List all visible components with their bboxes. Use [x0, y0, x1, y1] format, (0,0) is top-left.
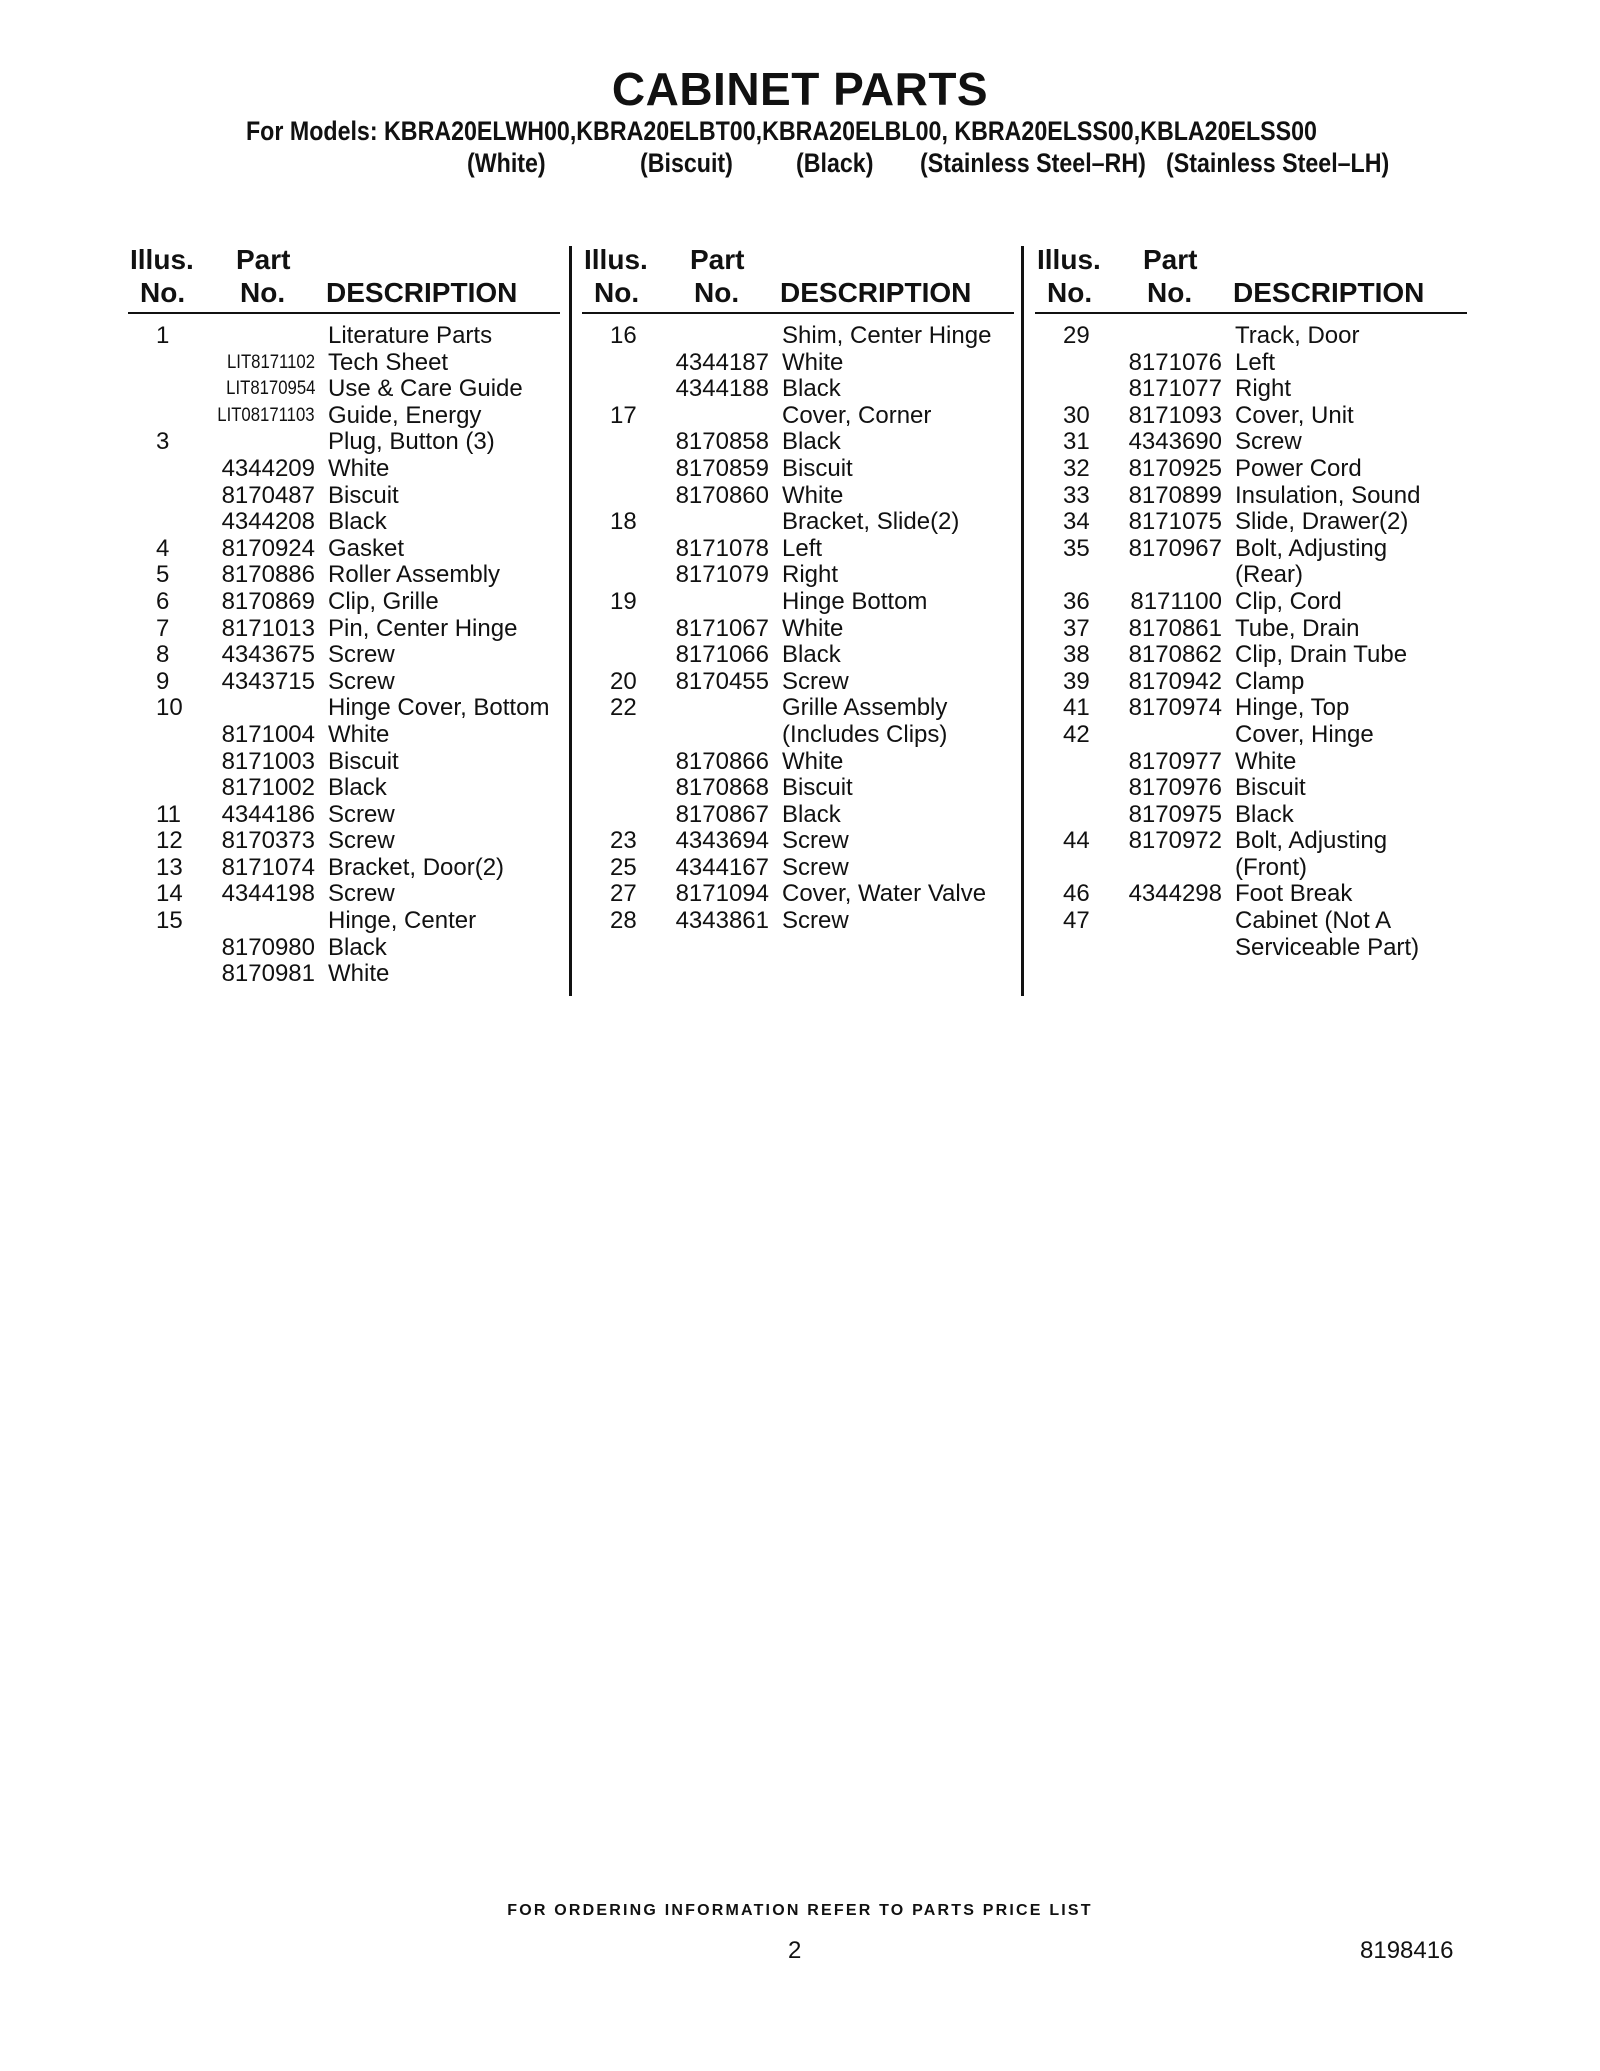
part-number: 8171074	[221, 853, 315, 881]
part-description: Screw	[1235, 428, 1302, 456]
parts-row	[1035, 749, 1467, 776]
part-description: Biscuit	[782, 454, 853, 482]
parts-row	[582, 456, 1014, 483]
part-description: Screw	[328, 827, 395, 855]
part-number: 8171067	[675, 614, 769, 642]
part-number: 8170972	[1128, 827, 1222, 855]
parts-row	[582, 589, 1014, 616]
parts-row	[1035, 802, 1467, 829]
part-number: 8170866	[675, 747, 769, 775]
part-number: LIT08171103	[217, 404, 315, 426]
part-description: White	[782, 348, 844, 376]
parts-column	[128, 244, 560, 988]
illus-number: 25	[610, 853, 637, 881]
parts-row	[1035, 483, 1467, 510]
parts-row	[1035, 350, 1467, 377]
parts-row	[128, 775, 560, 802]
part-number: 8170924	[221, 534, 315, 562]
part-description: Right	[782, 561, 839, 589]
parts-row	[582, 695, 1014, 722]
illus-number: 37	[1063, 614, 1090, 642]
part-description: Screw	[782, 907, 849, 935]
part-number: 8171002	[221, 774, 315, 802]
header-illus-no: No.	[594, 277, 640, 308]
parts-row	[128, 828, 560, 855]
part-description: White	[328, 454, 390, 482]
part-number: 4344198	[221, 880, 315, 908]
parts-row	[128, 429, 560, 456]
part-description: White	[328, 720, 390, 748]
parts-row	[582, 536, 1014, 563]
part-number: 4343715	[221, 667, 315, 695]
part-description: Foot Break	[1235, 880, 1353, 908]
part-description: Left	[1235, 348, 1276, 376]
illus-number: 42	[1063, 720, 1090, 748]
parts-list	[1035, 314, 1467, 961]
part-number: 8170975	[1128, 800, 1222, 828]
part-description: Shim, Center Hinge	[782, 322, 992, 349]
part-description: (Includes Clips)	[782, 720, 948, 748]
part-number: 4344209	[221, 454, 315, 482]
column-header	[128, 244, 560, 314]
illus-number: 22	[610, 694, 637, 722]
parts-row	[582, 828, 1014, 855]
illus-number: 23	[610, 827, 637, 855]
parts-row	[582, 509, 1014, 536]
part-description: White	[328, 960, 390, 988]
part-description: Cover, Hinge	[1235, 720, 1374, 748]
illus-number: 28	[610, 907, 637, 935]
part-number: 8170967	[1128, 534, 1222, 562]
part-description: Cover, Unit	[1235, 401, 1354, 429]
parts-row	[128, 908, 560, 935]
illus-number: 19	[610, 587, 637, 615]
parts-row	[582, 855, 1014, 882]
part-number: LIT8170954	[225, 378, 315, 400]
part-number: LIT8171102	[226, 351, 315, 373]
illus-number: 27	[610, 880, 637, 908]
parts-row	[582, 775, 1014, 802]
part-description: Black	[328, 774, 387, 802]
part-number: 4343861	[675, 907, 769, 935]
part-number: 8171075	[1128, 508, 1222, 536]
parts-row	[1035, 722, 1467, 749]
part-description: Use & Care Guide	[328, 375, 523, 403]
part-description: White	[782, 614, 844, 642]
model-color: (Biscuit)	[640, 148, 733, 178]
part-number: 8171004	[221, 720, 315, 748]
illus-number: 3	[156, 428, 170, 456]
header-illus: Illus.	[1037, 244, 1101, 275]
header-illus: Illus.	[584, 244, 648, 275]
parts-row	[1035, 828, 1467, 855]
part-number: 8171100	[1130, 587, 1222, 615]
parts-row	[1035, 403, 1467, 430]
parts-row	[1035, 456, 1467, 483]
parts-row	[582, 908, 1014, 935]
illus-number: 31	[1063, 428, 1090, 456]
parts-row	[1035, 536, 1467, 563]
parts-row	[128, 855, 560, 882]
illus-number: 16	[610, 322, 637, 349]
parts-row	[128, 961, 560, 988]
part-description: Black	[328, 933, 387, 961]
parts-row	[582, 483, 1014, 510]
header-description: DESCRIPTION	[780, 277, 972, 308]
parts-row	[1035, 935, 1467, 962]
part-description: (Front)	[1235, 853, 1307, 881]
part-number: 8171079	[675, 561, 769, 589]
part-number: 8170858	[675, 428, 769, 456]
parts-list	[582, 314, 1014, 935]
part-number: 8170487	[221, 481, 315, 509]
header-part: Part	[690, 244, 745, 275]
parts-row	[128, 562, 560, 589]
parts-row	[1035, 616, 1467, 643]
part-description: Screw	[782, 853, 849, 881]
part-number: 8171094	[675, 880, 769, 908]
parts-row	[582, 323, 1014, 350]
parts-row	[582, 350, 1014, 377]
illus-number: 33	[1063, 481, 1090, 509]
part-number: 8171093	[1128, 401, 1222, 429]
part-description: Biscuit	[1235, 774, 1306, 802]
part-number: 4344167	[675, 853, 769, 881]
part-description: Black	[782, 428, 841, 456]
column-divider	[1021, 246, 1024, 996]
parts-row	[582, 403, 1014, 430]
parts-row	[1035, 562, 1467, 589]
page-title: CABINET PARTS	[611, 63, 989, 115]
part-description: Clip, Cord	[1235, 587, 1342, 615]
illus-number: 34	[1063, 508, 1090, 536]
model-color: (White)	[467, 148, 546, 178]
parts-row	[128, 376, 560, 403]
illus-number: 4	[156, 534, 170, 562]
part-description: Hinge, Top	[1235, 694, 1350, 722]
parts-row	[582, 749, 1014, 776]
part-description: White	[782, 747, 844, 775]
part-description: Tech Sheet	[328, 348, 449, 376]
parts-row	[582, 669, 1014, 696]
part-description: Screw	[328, 880, 395, 908]
part-description: (Rear)	[1235, 561, 1304, 589]
column-header	[582, 244, 1014, 314]
part-number: 8170974	[1128, 694, 1222, 722]
parts-row	[1035, 695, 1467, 722]
parts-row	[128, 509, 560, 536]
part-number: 8170867	[675, 800, 769, 828]
part-description: Black	[1235, 800, 1294, 828]
column-divider	[569, 246, 572, 996]
part-description: Tube, Drain	[1235, 614, 1360, 642]
parts-row	[1035, 855, 1467, 882]
part-number: 8170942	[1128, 667, 1222, 695]
illus-number: 44	[1063, 827, 1090, 855]
header-description: DESCRIPTION	[326, 277, 518, 308]
part-description: Cover, Water Valve	[782, 880, 987, 908]
part-description: Hinge Cover, Bottom	[328, 694, 550, 722]
part-description: Roller Assembly	[328, 561, 501, 589]
part-number: 8170976	[1128, 774, 1222, 802]
parts-row	[128, 589, 560, 616]
parts-row	[128, 403, 560, 430]
illus-number: 35	[1063, 534, 1090, 562]
model-color: (Stainless Steel–RH)	[920, 148, 1146, 178]
part-number: 8170861	[1128, 614, 1222, 642]
document-number: 8198416	[1360, 1937, 1454, 1964]
illus-number: 5	[156, 561, 170, 589]
header-illus-no: No.	[140, 277, 186, 308]
part-description: Clip, Drain Tube	[1235, 641, 1408, 669]
part-description: Black	[782, 641, 841, 669]
parts-row	[128, 350, 560, 377]
illus-number: 18	[610, 508, 637, 536]
header-part-no: No.	[240, 277, 286, 308]
header-description: DESCRIPTION	[1233, 277, 1425, 308]
part-number: 8170980	[221, 933, 315, 961]
part-description: Black	[782, 375, 841, 403]
parts-row	[582, 642, 1014, 669]
part-number: 4344187	[675, 348, 769, 376]
model-color: (Stainless Steel–LH)	[1166, 148, 1390, 178]
part-description: Guide, Energy	[328, 401, 482, 429]
parts-row	[128, 456, 560, 483]
part-description: White	[1235, 747, 1297, 775]
illus-number: 1	[156, 322, 170, 349]
parts-row	[1035, 669, 1467, 696]
illus-number: 39	[1063, 667, 1090, 695]
part-description: Hinge Bottom	[782, 587, 928, 615]
parts-row	[128, 802, 560, 829]
illus-number: 14	[156, 880, 183, 908]
part-description: Biscuit	[328, 747, 399, 775]
parts-row	[128, 722, 560, 749]
parts-row	[1035, 908, 1467, 935]
header-part: Part	[1143, 244, 1198, 275]
illus-number: 10	[156, 694, 183, 722]
part-number: 8170977	[1128, 747, 1222, 775]
part-description: Gasket	[328, 534, 405, 562]
illus-number: 9	[156, 667, 170, 695]
parts-row	[128, 483, 560, 510]
header-part: Part	[236, 244, 291, 275]
part-number: 8171003	[221, 747, 315, 775]
parts-row	[128, 616, 560, 643]
parts-row	[582, 562, 1014, 589]
models-line: For Models: KBRA20ELWH00,KBRA20ELBT00,KBRA20ELBL00, KBRA20ELSS00,KBLA20ELSS00	[246, 116, 1317, 146]
part-description: Screw	[782, 827, 849, 855]
part-number: 4343694	[675, 827, 769, 855]
illus-number: 11	[156, 800, 181, 828]
illus-number: 36	[1063, 587, 1090, 615]
part-description: Bracket, Door(2)	[328, 853, 505, 881]
part-number: 8170981	[221, 960, 315, 988]
part-description: Grille Assembly	[782, 694, 948, 722]
part-description: Black	[328, 508, 387, 536]
header-part-no: No.	[1147, 277, 1193, 308]
part-number: 4344298	[1128, 880, 1222, 908]
part-number: 8170868	[675, 774, 769, 802]
ordering-note: FOR ORDERING INFORMATION REFER TO PARTS PRICE LIST	[507, 1902, 1093, 1919]
part-description: Bolt, Adjusting	[1235, 827, 1388, 855]
part-description: Power Cord	[1235, 454, 1362, 482]
part-description: Pin, Center Hinge	[328, 614, 518, 642]
part-description: Clip, Grille	[328, 587, 439, 615]
parts-row	[582, 616, 1014, 643]
illus-number: 32	[1063, 454, 1090, 482]
part-description: Insulation, Sound	[1235, 481, 1421, 509]
parts-row	[128, 669, 560, 696]
parts-row	[128, 323, 560, 350]
parts-row	[128, 881, 560, 908]
part-number: 4343675	[221, 641, 315, 669]
part-description: White	[782, 481, 844, 509]
parts-row	[1035, 642, 1467, 669]
illus-number: 12	[156, 827, 183, 855]
illus-number: 6	[156, 587, 170, 615]
parts-row	[582, 881, 1014, 908]
part-number: 8170860	[675, 481, 769, 509]
part-description: Right	[1235, 375, 1292, 403]
illus-number: 30	[1063, 401, 1090, 429]
parts-row	[1035, 775, 1467, 802]
model-color: (Black)	[796, 148, 874, 178]
part-description: Biscuit	[328, 481, 399, 509]
illus-number: 38	[1063, 641, 1090, 669]
part-description: Clamp	[1235, 667, 1305, 695]
parts-row	[582, 722, 1014, 749]
part-number: 4344186	[221, 800, 315, 828]
header-illus-no: No.	[1047, 277, 1093, 308]
part-number: 8170899	[1128, 481, 1222, 509]
part-description: Slide, Drawer(2)	[1235, 508, 1409, 536]
part-description: Bolt, Adjusting	[1235, 534, 1388, 562]
part-description: Left	[782, 534, 823, 562]
illus-number: 47	[1063, 907, 1090, 935]
part-number: 8170925	[1128, 454, 1222, 482]
parts-row	[128, 695, 560, 722]
parts-row	[1035, 881, 1467, 908]
part-number: 8170859	[675, 454, 769, 482]
parts-column	[582, 244, 1014, 935]
page-number: 2	[788, 1937, 802, 1964]
parts-row	[128, 642, 560, 669]
illus-number: 8	[156, 641, 170, 669]
header-illus: Illus.	[130, 244, 194, 275]
part-description: Bracket, Slide(2)	[782, 508, 960, 536]
part-number: 4344208	[221, 508, 315, 536]
part-description: Track, Door	[1235, 322, 1360, 349]
part-number: 8170373	[221, 827, 315, 855]
illus-number: 46	[1063, 880, 1090, 908]
illus-number: 7	[156, 614, 170, 642]
part-description: Hinge, Center	[328, 907, 477, 935]
parts-row	[1035, 589, 1467, 616]
part-description: Screw	[328, 667, 395, 695]
parts-row	[1035, 323, 1467, 350]
model-colors	[0, 148, 1600, 182]
part-number: 8170455	[675, 667, 769, 695]
part-description: Screw	[782, 667, 849, 695]
part-number: 8170886	[221, 561, 315, 589]
part-description: Cabinet (Not A	[1235, 907, 1392, 935]
illus-number: 17	[610, 401, 637, 429]
parts-column	[1035, 244, 1467, 961]
parts-row	[582, 376, 1014, 403]
part-description: Biscuit	[782, 774, 853, 802]
part-number: 8171076	[1128, 348, 1222, 376]
header-part-no: No.	[694, 277, 740, 308]
part-number: 8170869	[221, 587, 315, 615]
part-description: Literature Parts	[328, 322, 493, 349]
parts-list	[128, 314, 560, 988]
illus-number: 20	[610, 667, 637, 695]
illus-number: 13	[156, 853, 183, 881]
parts-row	[1035, 376, 1467, 403]
part-number: 4343690	[1128, 428, 1222, 456]
part-description: Black	[782, 800, 841, 828]
column-header	[1035, 244, 1467, 314]
part-number: 8171078	[675, 534, 769, 562]
parts-row	[1035, 429, 1467, 456]
parts-row	[128, 536, 560, 563]
part-description: Plug, Button (3)	[328, 428, 495, 456]
part-number: 8171013	[221, 614, 315, 642]
parts-row	[128, 749, 560, 776]
parts-row	[128, 935, 560, 962]
part-number: 8171066	[675, 641, 769, 669]
part-description: Screw	[328, 800, 395, 828]
part-number: 4344188	[675, 375, 769, 403]
illus-number: 29	[1063, 322, 1090, 349]
part-description: Serviceable Part)	[1235, 933, 1420, 961]
parts-row	[582, 802, 1014, 829]
part-number: 8170862	[1128, 641, 1222, 669]
parts-row	[582, 429, 1014, 456]
parts-row	[1035, 509, 1467, 536]
part-number: 8171077	[1128, 375, 1222, 403]
illus-number: 15	[156, 907, 183, 935]
part-description: Screw	[328, 641, 395, 669]
part-description: Cover, Corner	[782, 401, 932, 429]
illus-number: 41	[1063, 694, 1090, 722]
